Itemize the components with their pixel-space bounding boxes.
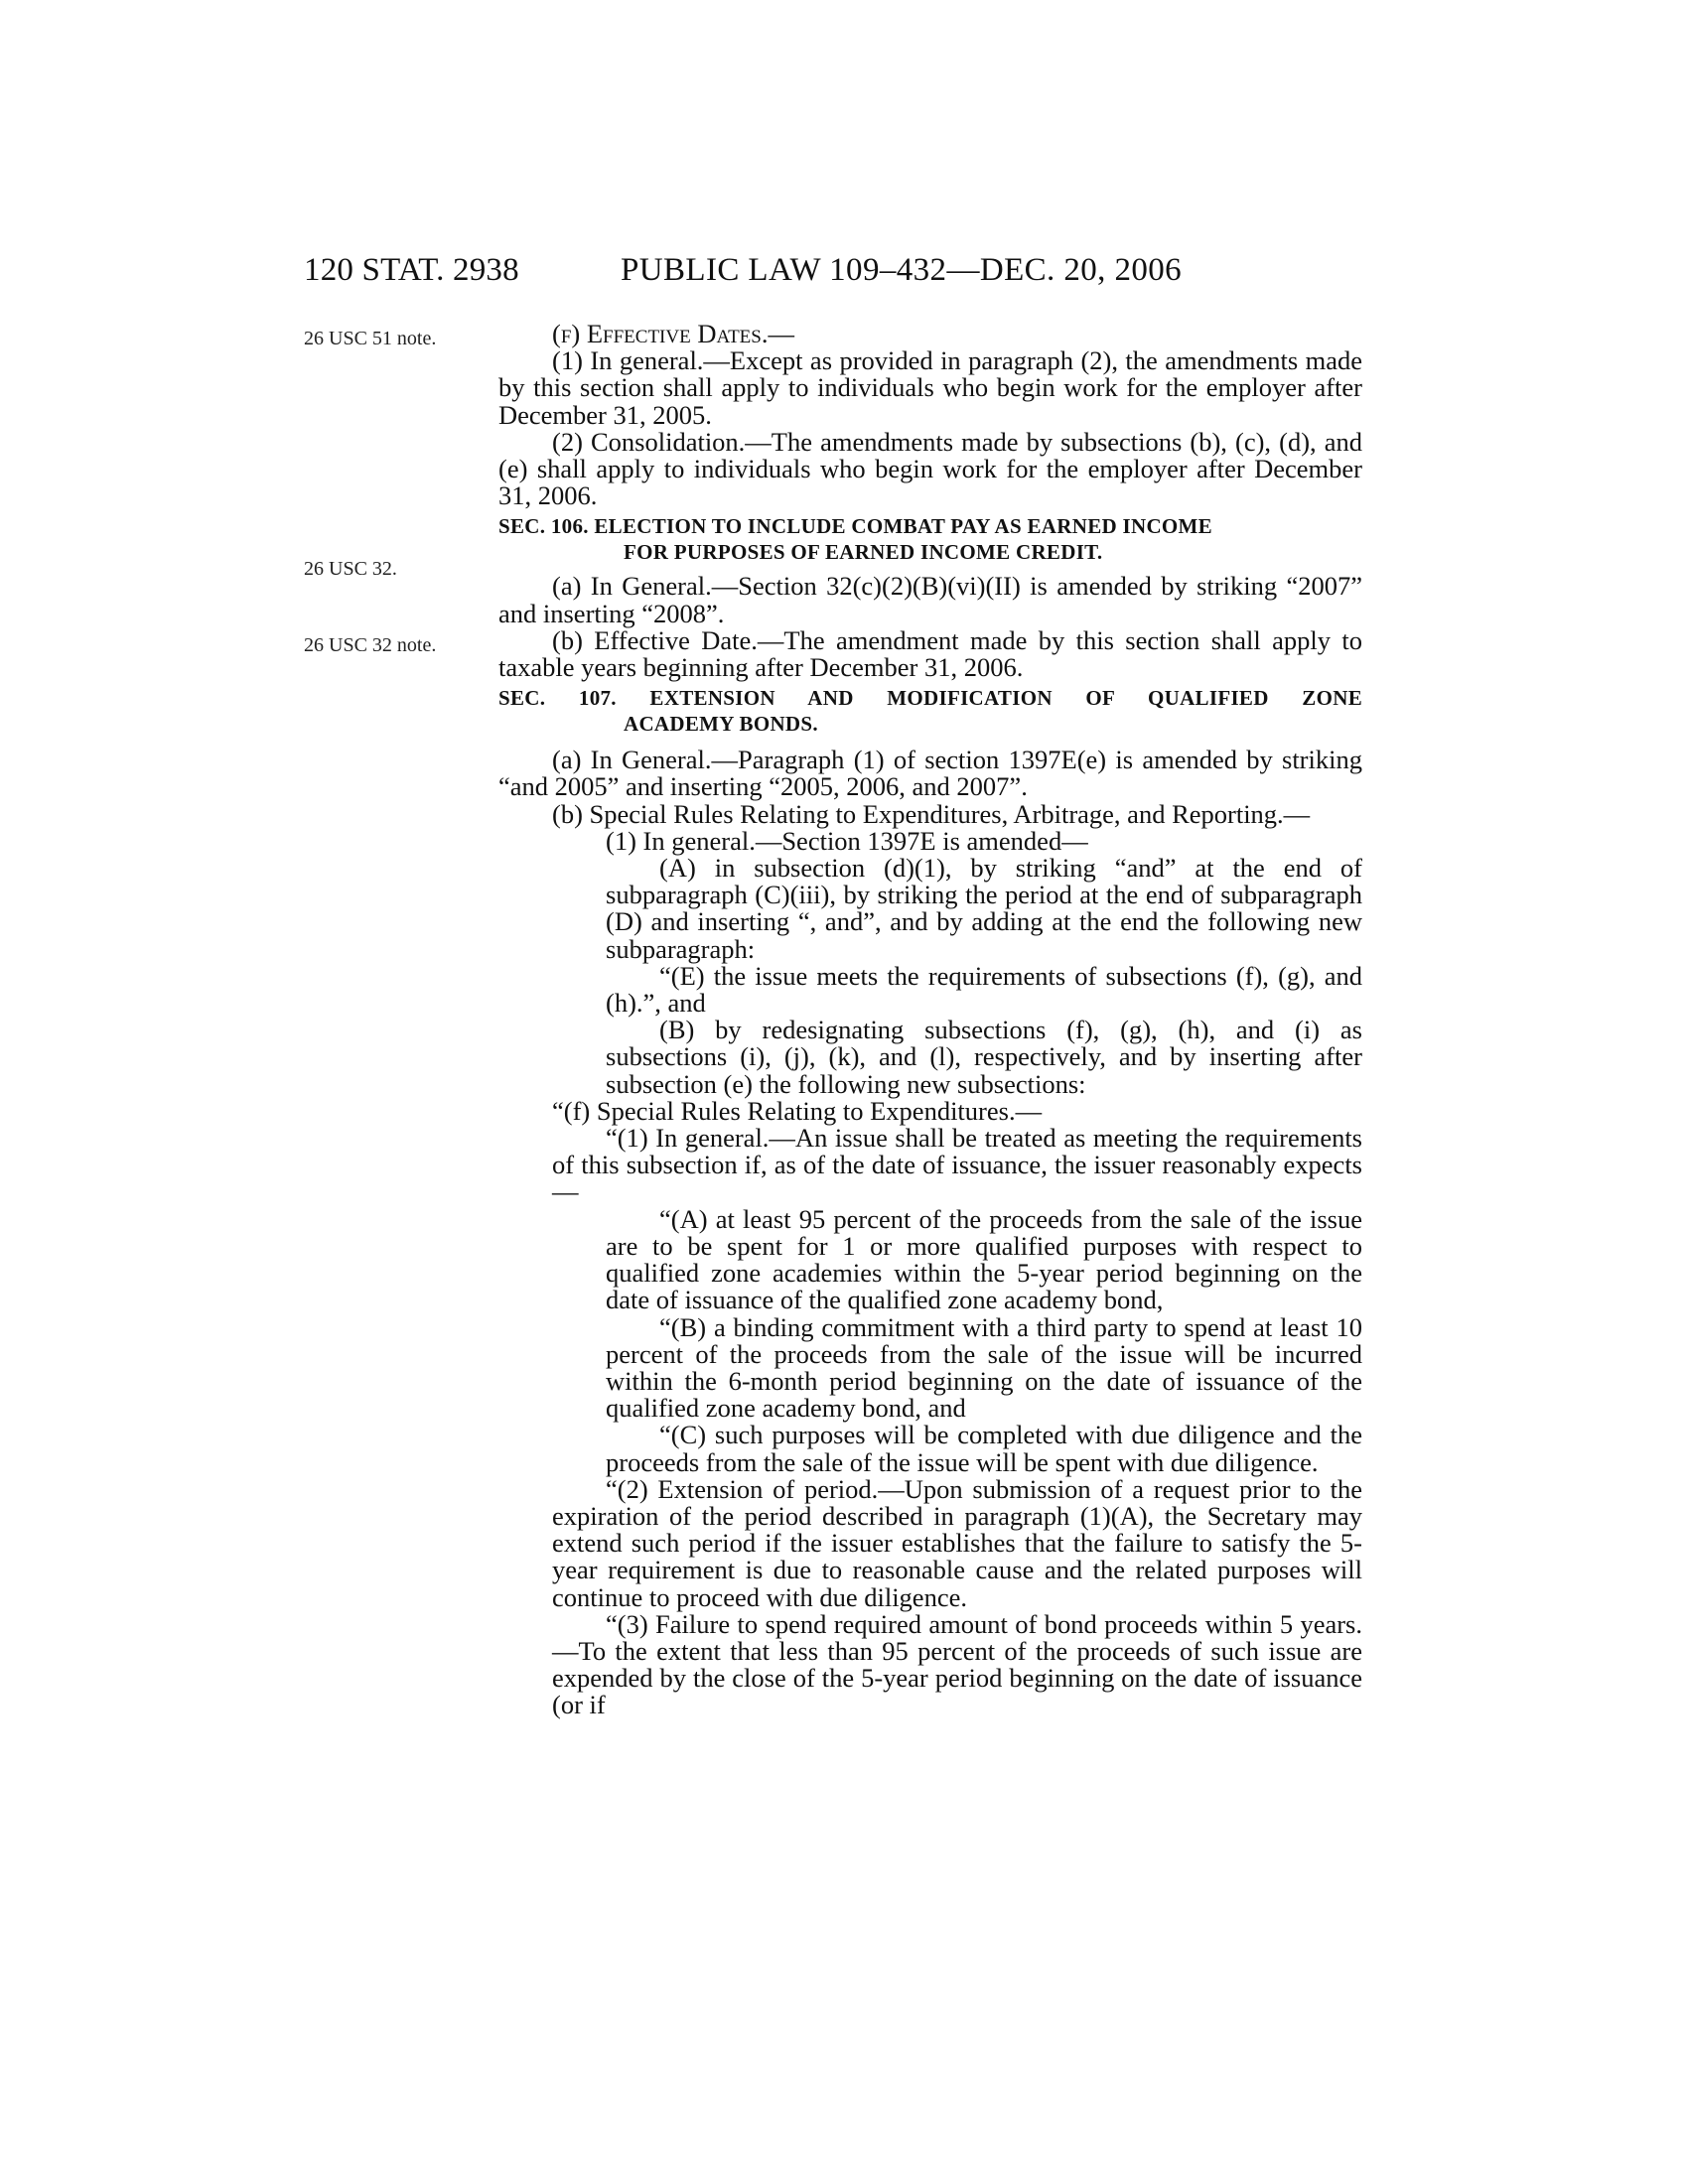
quoted-subsection-heading: “(f) Special Rules Relating to Expenditures.—: [552, 1095, 1043, 1126]
quoted-paragraph: “(E) the issue meets the requirements of subsections (f), (g), and (h).”, and: [606, 960, 1362, 1019]
paragraph: (1) In general.—Except as provided in paragraph (2), the amendments made by this section shall apply to individuals who begin work for the employer after December 31, 2005.: [498, 345, 1362, 430]
section-heading: [498, 685, 1362, 737]
quoted-paragraph: “(C) such purposes will be completed with due diligence and the proceeds from the sale of the issue will be spent with due diligence.: [606, 1420, 1362, 1477]
quoted-paragraph: “(A) at least 95 percent of the proceeds from the sale of the issue are to be spent for 1 or more qualified purposes with respect to qualified zone academies within the 5-year period beginning on the date of issuance of the qualified zone academy bond,: [606, 1203, 1362, 1315]
paragraph: (a) In General.—Section 32(c)(2)(B)(vi)(II) is amended by striking “2007” and inserting “2008”.: [498, 571, 1362, 628]
paragraph: (1) In general.—Section 1397E is amended—: [606, 825, 1088, 856]
paragraph: (a) In General.—Paragraph (1) of section 1397E(e) is amended by striking “and 2005” and inserting “2005, 2006, and 2007”.: [498, 745, 1362, 802]
quoted-paragraph: “(B) a binding commitment with a third party to spend at least 10 percent of the proceeds from the sale of the issue will be incurred within the 6-month period beginning on the date of issuance of the qualified zone academy bond, and: [606, 1311, 1362, 1424]
paragraph: (B) by redesignating subsections (f), (g), (h), and (i) as subsections (i), (j), (k), and (l), respectively, and by inserting after subsection (e) the following new subsections:: [606, 1015, 1362, 1099]
section-heading: [498, 513, 1362, 565]
quoted-paragraph: “(2) Extension of period.—Upon submission of a request prior to the expiration of the period described in paragraph (1)(A), the Secretary may extend such period if the issuer establishes that the failure to satisfy the 5-year requirement is due to reasonable cause and the related purposes will continue to proceed with due diligence.: [552, 1473, 1362, 1612]
paragraph: (b) Special Rules Relating to Expenditures, Arbitrage, and Reporting.—: [552, 798, 1311, 829]
paragraph: (2) Consolidation.—The amendments made by subsections (b), (c), (d), and (e) shall apply to individuals who begin work for the employer after December 31, 2006.: [498, 426, 1362, 511]
paragraph: (b) Effective Date.—The amendment made by this section shall apply to taxable years beginning after December 31, 2006.: [498, 624, 1362, 683]
section-heading-line: SEC. 106. ELECTION TO INCLUDE COMBAT PAY AS EARNED INCOME: [498, 514, 1212, 539]
section-heading-line: ACADEMY BONDS.: [624, 712, 818, 737]
section-heading-line: FOR PURPOSES OF EARNED INCOME CREDIT.: [624, 540, 1103, 565]
paragraph: (A) in subsection (d)(1), by striking “and” at the end of subparagraph (C)(iii), by striking the period at the end of subparagraph (D) and inserting “, and”, and by adding at the end the following new subparagraph:: [606, 853, 1362, 964]
page-header-stat: 120 STAT. 2938: [304, 252, 519, 288]
statute-text: [498, 321, 1362, 1719]
page-header-law-title: PUBLIC LAW 109–432—DEC. 20, 2006: [621, 252, 1183, 288]
margin-note: 26 USC 32 note.: [304, 634, 437, 656]
margin-note: 26 USC 51 note.: [304, 328, 437, 349]
subsection-heading: (f) Effective Dates.—: [552, 319, 794, 348]
margin-note: 26 USC 32.: [304, 558, 397, 580]
section-heading-line: SEC. 107. EXTENSION AND MODIFICATION OF QUALIFIED ZONE: [498, 686, 1362, 711]
quoted-paragraph: “(1) In general.—An issue shall be treated as meeting the requirements of this subsection if, as of the date of issuance, the issuer reasonably expects—: [552, 1123, 1362, 1207]
quoted-paragraph: “(3) Failure to spend required amount of bond proceeds within 5 years.—To the extent that less than 95 percent of the proceeds of such issue are expended by the close of the 5-year period beginning on the date of issuance (or if: [552, 1608, 1362, 1720]
